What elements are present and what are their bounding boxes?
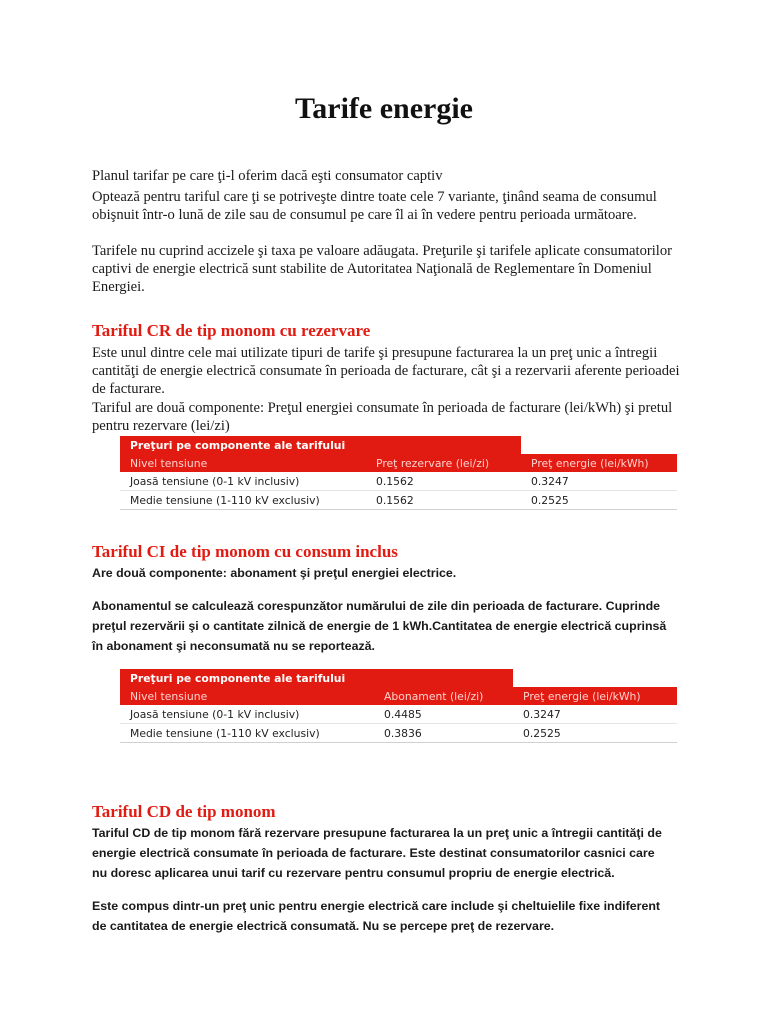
table-cell: Joasă tensiune (0-1 kV inclusiv) xyxy=(120,705,374,724)
table-cell: Joasă tensiune (0-1 kV inclusiv) xyxy=(120,472,366,491)
intro-line-2: Optează pentru tariful care ţi se potriveşte dintre toate cele 7 variante, ţinând seama de consumul obişnuit într-o lună de zile sau de consumul pe care îl ai în vedere pentru perioada următoare. xyxy=(92,189,657,223)
tariff-table-cr xyxy=(120,436,677,510)
section-cr-paragraph-2: Tariful are două componente: Preţul energiei consumate în perioada de facturare (lei/kWh) şi pretul pentru rezervare (lei/zi) xyxy=(92,400,673,434)
table-row xyxy=(120,705,677,724)
table-row xyxy=(120,472,677,491)
table-caption: Preţuri pe componente ale tarifului xyxy=(120,669,513,687)
column-header: Abonament (lei/zi) xyxy=(374,687,513,705)
table-cell: 0.2525 xyxy=(513,724,677,743)
page-title: Tarife energie xyxy=(295,92,473,125)
table-cell: Medie tensiune (1-110 kV exclusiv) xyxy=(120,724,374,743)
table-cell: 0.1562 xyxy=(366,472,521,491)
column-header: Nivel tensiune xyxy=(120,454,366,472)
column-header: Preţ energie (lei/kWh) xyxy=(513,687,677,705)
column-header: Preţ rezervare (lei/zi) xyxy=(366,454,521,472)
table-caption: Preţuri pe componente ale tarifului xyxy=(120,436,521,454)
intro-line-3: Tarifele nu cuprind accizele şi taxa pe valoare adăugata. Preţurile şi tarifele aplicate consumatorilor captivi de energie electrică sunt stabilite de Autoritatea Naţională de Reglementare în Domeniul Energiei. xyxy=(92,243,673,295)
table-row xyxy=(120,724,677,743)
section-cr-paragraph-1: Este unul dintre cele mai utilizate tipuri de tarife şi presupune facturarea la un preţ unic a întregii cantităţi de energie electrică consumate în perioada de facturare, cât şi a rezervarii aferente perioadei de facturare. xyxy=(92,345,680,397)
table-cell: Medie tensiune (1-110 kV exclusiv) xyxy=(120,491,366,510)
section-ci-heading: Tariful CI de tip monom cu consum inclus xyxy=(92,542,398,561)
section-ci-paragraph-1: Are două componente: abonament şi preţul energiei electrice. xyxy=(92,566,457,580)
table-cell: 0.2525 xyxy=(521,491,677,510)
table-cell: 0.3247 xyxy=(521,472,677,491)
tariff-table-ci xyxy=(120,669,677,743)
section-cd-paragraph-2: Este compus dintr-un preţ unic pentru energie electrică care include şi cheltuielile fixe indiferent de cantitatea de energie electrică consumată. Nu se percepe preţ de rezervare. xyxy=(92,899,661,933)
table-cell: 0.4485 xyxy=(374,705,513,724)
section-cr-heading: Tariful CR de tip monom cu rezervare xyxy=(92,321,371,340)
table-cell: 0.3836 xyxy=(374,724,513,743)
intro-line-1: Planul tarifar pe care ţi-l oferim dacă eşti consumator captiv xyxy=(92,168,443,184)
section-cd-paragraph-1: Tariful CD de tip monom fără rezervare presupune facturarea la un preţ unic a întregii cantităţi de energie electrică consumate în perioada de facturare. Este destinat consumatorilor casnici care nu doresc aplicarea unui tarif cu rezervare pentru consumul propriu de energie electrică. xyxy=(92,826,662,880)
column-header: Nivel tensiune xyxy=(120,687,374,705)
section-cd-heading: Tariful CD de tip monom xyxy=(92,802,276,821)
table-caption-blank xyxy=(513,669,677,687)
column-header: Preţ energie (lei/kWh) xyxy=(521,454,677,472)
table-caption-blank xyxy=(521,436,677,454)
table-cell: 0.1562 xyxy=(366,491,521,510)
table-row xyxy=(120,491,677,510)
section-ci-paragraph-2: Abonamentul se calculează corespunzător numărului de zile din perioada de facturare. Cuprinde preţul rezervării şi o cantitate zilnică de energie de 1 kWh.Cantitatea de energie electrică cuprinsă în abonament şi neconsumată nu se reportează. xyxy=(92,599,667,653)
table-cell: 0.3247 xyxy=(513,705,677,724)
